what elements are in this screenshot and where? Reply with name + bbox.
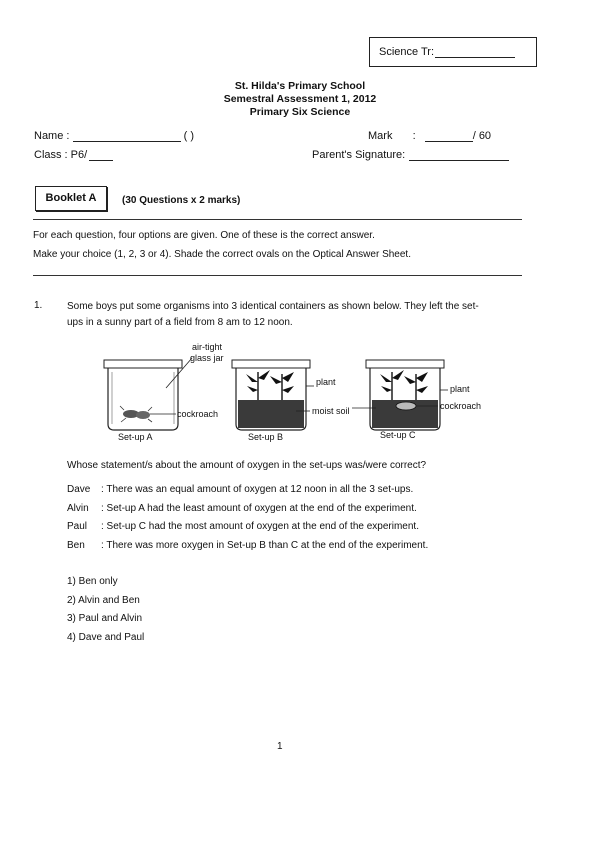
class-line xyxy=(89,151,113,161)
label-cockroach-a: cockroach xyxy=(177,409,219,419)
subject-title: Primary Six Science xyxy=(249,106,351,118)
divider-top xyxy=(33,219,522,220)
mark-label: Mark xyxy=(368,130,393,142)
setup-a-jar xyxy=(104,360,182,430)
school-name: St. Hilda's Primary School xyxy=(234,80,366,92)
instruction-line-2: Make your choice (1, 2, 3 or 4). Shade the correct ovals on the Optical Answer Sheet. xyxy=(33,249,411,260)
mark-total: / 60 xyxy=(472,130,492,142)
option-4: 4) Dave and Paul xyxy=(67,632,145,643)
setup-b-plant xyxy=(246,370,294,400)
setup-b-jar xyxy=(232,360,310,430)
statement-row xyxy=(67,520,419,533)
question-number: 1. xyxy=(34,300,43,311)
statement-text: : Set-up A had the least amount of oxygen at the end of the experiment. xyxy=(101,503,417,514)
mark-line xyxy=(425,132,473,142)
class-field xyxy=(34,149,113,161)
statement-text: : There was more oxygen in Set-up B than C at the end of the experiment. xyxy=(101,540,429,551)
teacher-label: Science Tr: xyxy=(379,46,435,58)
statement-name: Alvin xyxy=(67,503,89,514)
parent-signature-field xyxy=(312,149,509,161)
question-text-2: ups in a sunny part of a field from 8 am to 12 noon. xyxy=(67,317,293,328)
label-setup-a: Set-up A xyxy=(118,432,153,442)
label-setup-c: Set-up C xyxy=(380,430,416,440)
statement-row xyxy=(67,539,428,552)
setup-c-jar xyxy=(366,360,444,430)
page-number: 1 xyxy=(277,741,283,752)
parent-label: Parent's Signature: xyxy=(312,149,406,161)
parent-line xyxy=(409,151,509,161)
label-moist-soil: moist soil xyxy=(312,406,350,416)
booklet-label: Booklet A xyxy=(35,186,107,211)
name-line xyxy=(73,132,181,142)
option-1: 1) Ben only xyxy=(67,576,118,587)
label-cockroach-c: cockroach xyxy=(440,401,482,411)
statement-text: : Set-up C had the most amount of oxygen at the end of the experiment. xyxy=(101,521,419,532)
label-air-tight: air-tight xyxy=(192,342,223,352)
setup-c-cockroach xyxy=(396,402,416,410)
teacher-line xyxy=(435,48,515,58)
statement-name: Paul xyxy=(67,521,88,532)
booklet-info: (30 Questions x 2 marks) xyxy=(122,195,241,206)
label-setup-b: Set-up B xyxy=(248,432,284,442)
option-2: 2) Alvin and Ben xyxy=(67,595,140,606)
statement-name: Dave xyxy=(67,484,91,495)
teacher-box xyxy=(369,37,537,67)
setup-a-cockroach xyxy=(120,406,152,422)
statement-name: Ben xyxy=(67,540,85,551)
instruction-line-1: For each question, four options are given. One of these is the correct answer. xyxy=(33,230,375,241)
name-label: Name : xyxy=(34,130,70,142)
setups-diagram xyxy=(90,338,490,448)
option-3: 3) Paul and Alvin xyxy=(67,613,143,624)
class-label: Class : P6/ xyxy=(34,149,88,161)
name-field xyxy=(34,130,194,142)
label-plant-c: plant xyxy=(450,384,470,394)
statement-row xyxy=(67,483,413,496)
assessment-title: Semestral Assessment 1, 2012 xyxy=(223,93,377,105)
setup-c-plant xyxy=(380,370,428,400)
index-paren: ( ) xyxy=(183,130,194,142)
divider-bottom xyxy=(33,275,522,276)
label-glass-jar: glass jar xyxy=(190,353,224,363)
statement-row xyxy=(67,502,417,515)
mark-field xyxy=(368,130,491,142)
question-prompt: Whose statement/s about the amount of oxygen in the set-ups was/were correct? xyxy=(67,460,427,471)
question-text-1: Some boys put some organisms into 3 identical containers as shown below. They left the set- xyxy=(67,301,479,312)
mark-colon: : xyxy=(412,130,416,142)
statement-text: : There was an equal amount of oxygen at 12 noon in all the 3 set-ups. xyxy=(101,484,414,495)
label-plant-b: plant xyxy=(316,377,336,387)
